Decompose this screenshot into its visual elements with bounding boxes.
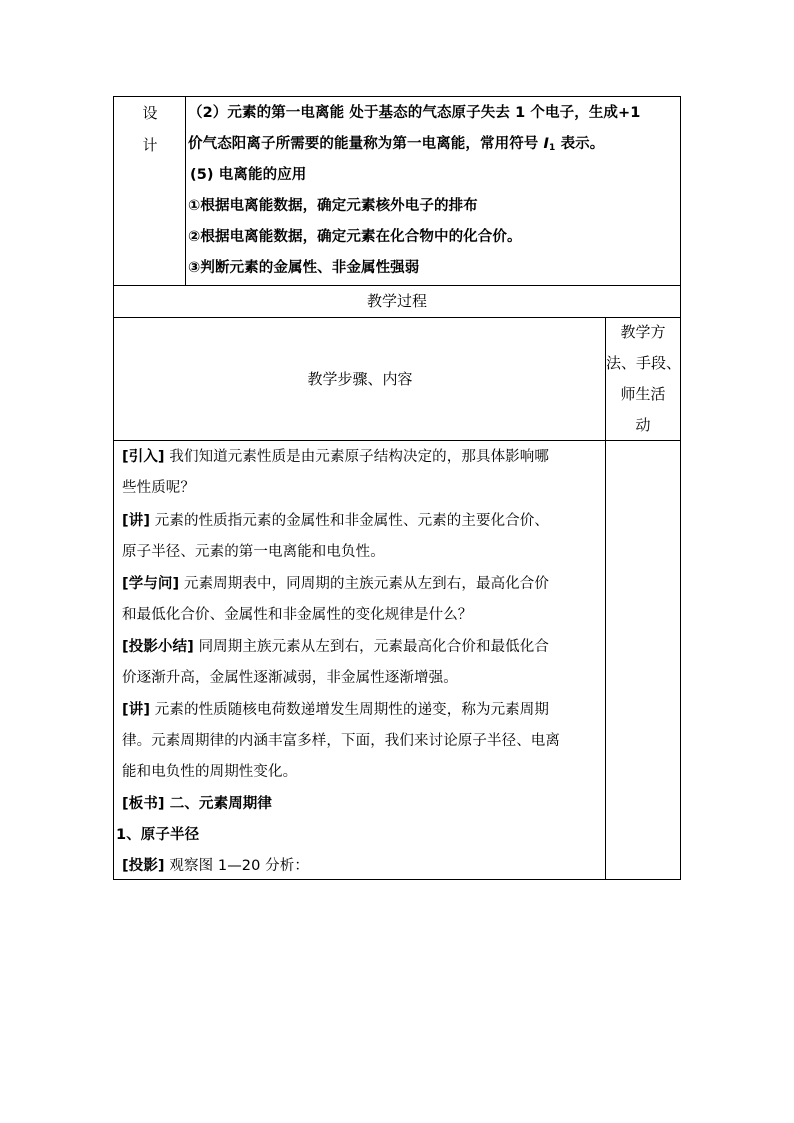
- process-header-row: [113, 317, 681, 441]
- ask-text-1: 元素周期表中，同周期的主族元素从左到右，最高化合价: [179, 576, 549, 592]
- projection-text: 观察图 1—20 分析：: [164, 858, 309, 874]
- steps-header-cell: [114, 318, 606, 440]
- lecture2-line-1: [122, 700, 549, 720]
- projection-tag: [投影]: [122, 858, 165, 874]
- intro-line-1: [122, 447, 549, 467]
- ionization-symbol: I: [543, 136, 550, 152]
- design-label-cell: [114, 97, 186, 285]
- process-title: 教学过程: [366, 292, 427, 310]
- intro-line-2: 些性质呢？: [122, 480, 195, 496]
- lecture2-text-1: 元素的性质随核电荷数递增发生周期性的递变，称为元素周期: [150, 702, 549, 718]
- steps-content-cell: [114, 441, 606, 879]
- lecture2-line-2: 律。元素周期律的内涵丰富多样，下面，我们来讨论原子半径、电离: [122, 733, 560, 749]
- lecture1-line-1: [122, 511, 549, 531]
- method-header-line-4: 动: [635, 416, 651, 434]
- summary-tag: [投影小结]: [122, 639, 194, 655]
- design-label-char-1: 设: [142, 104, 158, 122]
- design-line-6: ③判断元素的金属性、非金属性强弱: [188, 260, 420, 276]
- method-header-cell: [606, 318, 680, 440]
- lecture2-tag: [讲]: [122, 702, 151, 718]
- method-header-line-2: 法、手段、: [606, 354, 682, 372]
- ask-line-2: 和最低化合价、金属性和非金属性的变化规律是什么？: [122, 607, 473, 623]
- first-ionization-def-tail: 表示。: [555, 136, 605, 152]
- ask-line-1: [122, 574, 549, 594]
- method-content-cell: [606, 441, 680, 879]
- first-ionization-def-end: 价气态阳离子所需要的能量称为第一电离能，常用符号: [188, 136, 544, 152]
- intro-tag: [引入]: [122, 449, 165, 465]
- lecture1-line-2: 原子半径、元素的第一电离能和电负性。: [122, 544, 385, 560]
- design-line-4: ①根据电离能数据，确定元素核外电子的排布: [188, 198, 478, 214]
- method-header-line-3: 师生活: [620, 385, 666, 403]
- design-row: [113, 96, 681, 286]
- lecture2-line-3: 能和电负性的周期性变化。: [122, 764, 298, 780]
- board-line: [板书] 二、元素周期律: [122, 796, 273, 812]
- design-label-char-2: 计: [142, 136, 158, 154]
- summary-line-1: [122, 637, 549, 657]
- process-title-row: [113, 285, 681, 318]
- steps-header-text: 教学步骤、内容: [307, 370, 413, 388]
- intro-text-1: 我们知道元素性质是由元素原子结构决定的，那具体影响哪: [164, 449, 549, 465]
- lecture1-text-1: 元素的性质指元素的金属性和非金属性、元素的主要化合价、: [150, 513, 549, 529]
- first-ionization-def-start: 处于基态的气态原子失去 1 个电子，生成+1: [344, 105, 641, 121]
- projection-line: [122, 856, 309, 876]
- lecture1-tag: [讲]: [122, 513, 151, 529]
- first-ionization-heading: （2）元素的第一电离能: [188, 105, 345, 121]
- summary-text-1: 同周期主族元素从左到右，元素最高化合价和最低化合: [193, 639, 549, 655]
- process-body-row: [113, 440, 681, 880]
- ionization-subscript: 1: [549, 143, 556, 153]
- design-line-5: ②根据电离能数据，确定元素在化合物中的化合价。: [188, 229, 522, 245]
- summary-line-2: 价逐渐升高，金属性逐渐减弱，非金属性逐渐增强。: [122, 670, 458, 686]
- design-line-2: [188, 134, 604, 158]
- design-line-1: [188, 103, 640, 123]
- design-line-3: (5) 电离能的应用: [190, 167, 307, 183]
- ask-tag: [学与问]: [122, 576, 180, 592]
- method-header-line-1: 教学方: [620, 323, 666, 341]
- section-atomic-radius: 1、原子半径: [116, 827, 200, 843]
